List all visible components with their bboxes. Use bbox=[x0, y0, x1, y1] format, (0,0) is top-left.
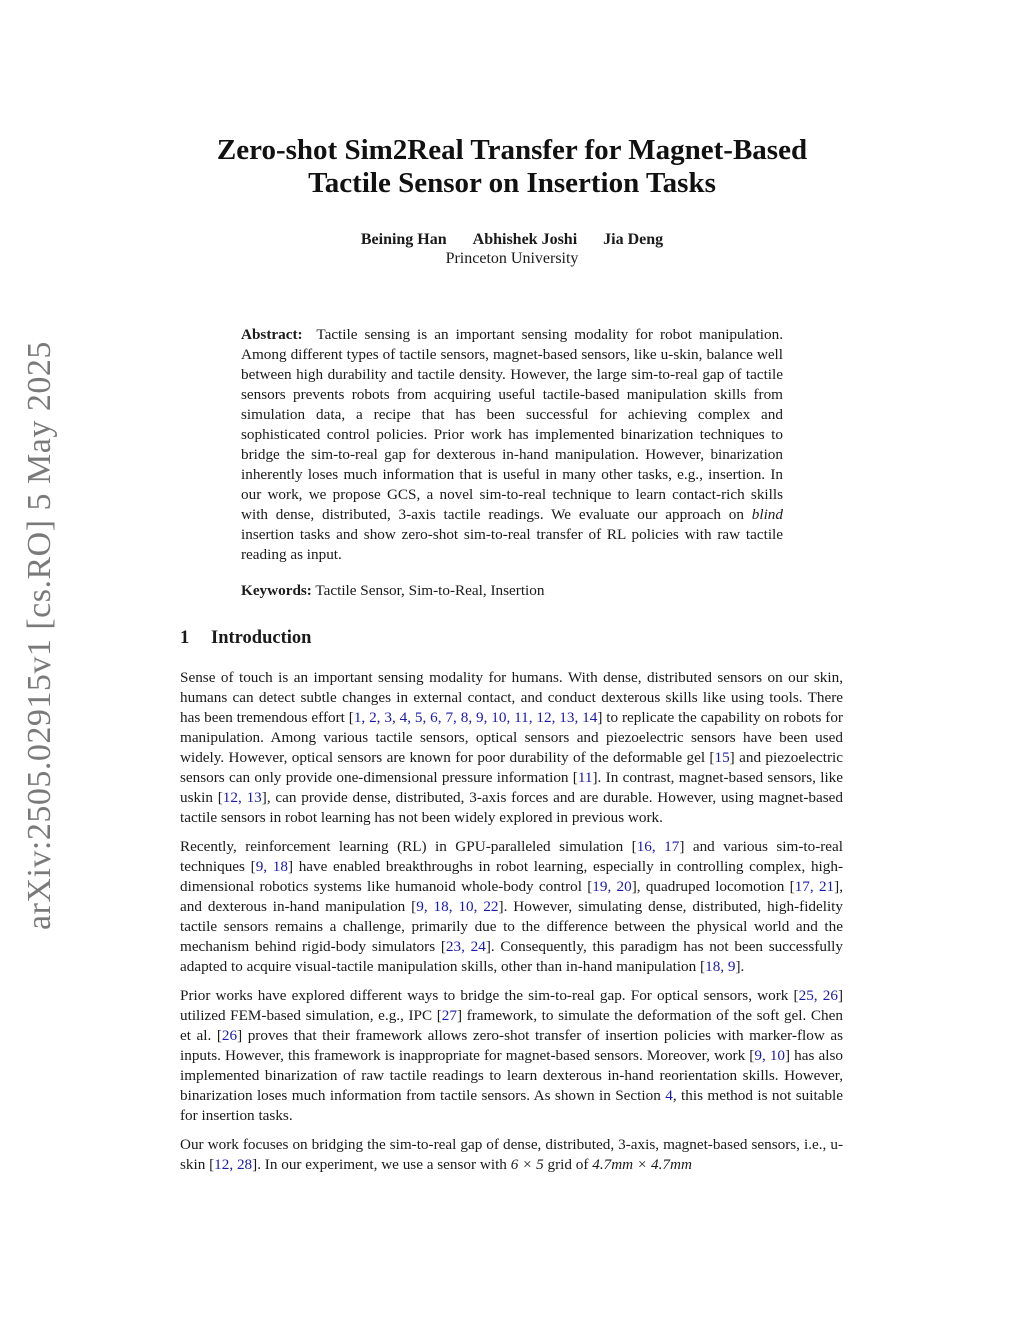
author-affiliation: Princeton University bbox=[445, 250, 579, 267]
paragraph-text: Recently, reinforcement learning (RL) in GPU-paralleled simulation [ bbox=[180, 838, 637, 855]
abstract-label: Abstract: bbox=[241, 326, 303, 343]
paragraph-text: ] utilized FEM-based simulation, e.g., IPC [ bbox=[180, 987, 843, 1024]
paragraph-text: ]. bbox=[735, 958, 745, 975]
paragraph-text: ] to replicate the capability on robots for manipulation. Among various tactile sensors, optical sensors and piezoelectric sensors have been used widely. However, optical sensors are known for poor durability of the deformable gel [ bbox=[180, 709, 843, 766]
paragraph-text: Our work focuses on bridging the sim-to-real gap of dense, distributed, 3-axis, magnet-based sensors, i.e., u-skin [ bbox=[180, 1136, 843, 1173]
arxiv-identifier-stamp: arXiv:2505.02915v1 [cs.RO] 5 May 2025 bbox=[21, 341, 58, 930]
paragraph-text: ]. In our experiment, we use a sensor with bbox=[252, 1156, 511, 1173]
paragraph-text: ] and various sim-to-real techniques [ bbox=[180, 838, 844, 875]
author-name: Abhishek Joshi bbox=[472, 231, 578, 248]
abstract bbox=[241, 325, 783, 565]
citation-link[interactable]: 16, 17 bbox=[636, 838, 680, 855]
paragraph-text: ] and piezoelectric sensors can only provide one-dimensional pressure information [ bbox=[180, 749, 843, 786]
math-expression: 6 × 5 bbox=[510, 1156, 544, 1173]
keywords-label: Keywords: bbox=[241, 582, 312, 599]
citation-link[interactable]: 26 bbox=[221, 1027, 238, 1044]
paragraph bbox=[180, 668, 843, 828]
paper-title bbox=[160, 134, 864, 200]
paragraph-text: ] proves that their framework allows zero-shot transfer of insertion policies with marker-flow as inputs. However, this framework is inappropriate for magnet-based sensors. Moreover, work [ bbox=[180, 1027, 843, 1064]
abstract-body: Tactile sensing is an important sensing modality for robot manipulation. Among different types of tactile sensors, magnet-based sensors, like u-skin, balance well between high durability and tactile density. However, the large sim-to-real gap of tactile sensors prevents robots from acquiring useful tactile-based manipulation skills from simulation data, a recipe that has been successful for achieving complex and sophisticated control policies. Prior work has implemented binarization techniques to bridge the sim-to-real gap for dexterous in-hand manipulation. However, binarization inherently loses much information that is useful in many other tasks, e.g., insertion. In our work, we propose GCS, a novel sim-to-real technique to learn contact-rich skills with dense, distributed, 3-axis tactile readings. We evaluate our approach on bbox=[241, 326, 783, 523]
paragraph-text: ], can provide dense, distributed, 3-axis forces and are durable. However, using magnet-based tactile sensors in robot learning has not been widely explored in previous work. bbox=[180, 789, 844, 826]
citation-link[interactable]: 18, 9 bbox=[705, 958, 736, 975]
paragraph bbox=[180, 837, 843, 977]
abstract-emphasis: blind bbox=[751, 506, 783, 523]
keywords bbox=[241, 581, 783, 601]
citation-link[interactable]: 1, 2, 3, 4, 5, 6, 7, 8, 9, 10, 11, 12, 13, 14 bbox=[353, 709, 598, 726]
keywords-text: Tactile Sensor, Sim-to-Real, Insertion bbox=[315, 582, 545, 599]
abstract-body-end: insertion tasks and show zero-shot sim-to-real transfer of RL policies with raw tactile reading as input. bbox=[241, 526, 783, 563]
paragraph-text: ] have enabled breakthroughs in robot learning, especially in controlling complex, high-dimensional robotics systems like humanoid whole-body control [ bbox=[180, 858, 844, 895]
author-name: Jia Deng bbox=[603, 231, 664, 248]
citation-link[interactable]: 11 bbox=[577, 769, 593, 786]
section-heading-introduction bbox=[180, 626, 311, 650]
citation-link[interactable]: 15 bbox=[714, 749, 730, 766]
math-expression: 4.7mm × 4.7mm bbox=[592, 1156, 692, 1173]
paragraph-text: ]. In contrast, magnet-based sensors, like uskin [ bbox=[180, 769, 843, 806]
paragraph-text: Prior works have explored different ways to bridge the sim-to-real gap. For optical sensors, work [ bbox=[180, 987, 799, 1004]
author-name: Beining Han bbox=[360, 231, 447, 248]
section-reference-link[interactable]: 4 bbox=[665, 1087, 673, 1104]
citation-link[interactable]: 27 bbox=[441, 1007, 457, 1024]
paragraph-text: ] has also implemented binarization of raw tactile readings to learn dexterous in-hand reorientation skills. However, binarization loses much information from tactile sensors. As shown in Section bbox=[180, 1047, 843, 1104]
section-number: 1 bbox=[180, 628, 190, 648]
paragraph bbox=[180, 1135, 843, 1175]
citation-link[interactable]: 12, 28 bbox=[214, 1156, 253, 1173]
citation-link[interactable]: 23, 24 bbox=[445, 938, 486, 955]
citation-link[interactable]: 25, 26 bbox=[798, 987, 838, 1004]
paragraph-text: ], and dexterous in-hand manipulation [ bbox=[180, 878, 843, 915]
citation-link[interactable]: 17, 21 bbox=[794, 878, 835, 895]
paragraph-text: ]. However, simulating dense, distributed, high-fidelity tactile sensors remains a challenge, primarily due to the difference between the physical world and the mechanism behind rigid-body simulators [ bbox=[180, 898, 843, 955]
paragraph-text: Sense of touch is an important sensing modality for humans. With dense, distributed sensors on our skin, humans can detect subtle changes in external contact, and conduct dexterous skills like using tools. There has been tremendous effort [ bbox=[180, 669, 843, 726]
paragraph-text: , this method is not suitable for insertion tasks. bbox=[180, 1087, 843, 1124]
paper-title-line-1: Zero-shot Sim2Real Transfer for Magnet-Based bbox=[216, 134, 808, 166]
citation-link[interactable]: 19, 20 bbox=[592, 878, 632, 895]
paragraph-text: ], quadruped locomotion [ bbox=[631, 878, 795, 895]
paragraph-text: ]. Consequently, this paradigm has not been successfully adapted to acquire visual-tactile manipulation skills, other than in-hand manipulation [ bbox=[180, 938, 843, 975]
paragraph-text: grid of bbox=[543, 1156, 593, 1173]
section-title: Introduction bbox=[211, 628, 312, 648]
citation-link[interactable]: 9, 18, 10, 22 bbox=[416, 898, 499, 915]
citation-link[interactable]: 9, 18 bbox=[255, 858, 288, 875]
paragraph bbox=[180, 986, 843, 1126]
author-block bbox=[160, 230, 864, 268]
citation-link[interactable]: 12, 13 bbox=[222, 789, 262, 806]
abstract-text bbox=[241, 325, 783, 565]
author-names bbox=[160, 230, 864, 249]
citation-link[interactable]: 9, 10 bbox=[754, 1047, 786, 1064]
introduction-body bbox=[180, 668, 843, 1184]
paper-title-line-2: Tactile Sensor on Insertion Tasks bbox=[308, 167, 716, 199]
paragraph-text: ] framework, to simulate the deformation of the soft gel. Chen et al. [ bbox=[180, 1007, 843, 1044]
